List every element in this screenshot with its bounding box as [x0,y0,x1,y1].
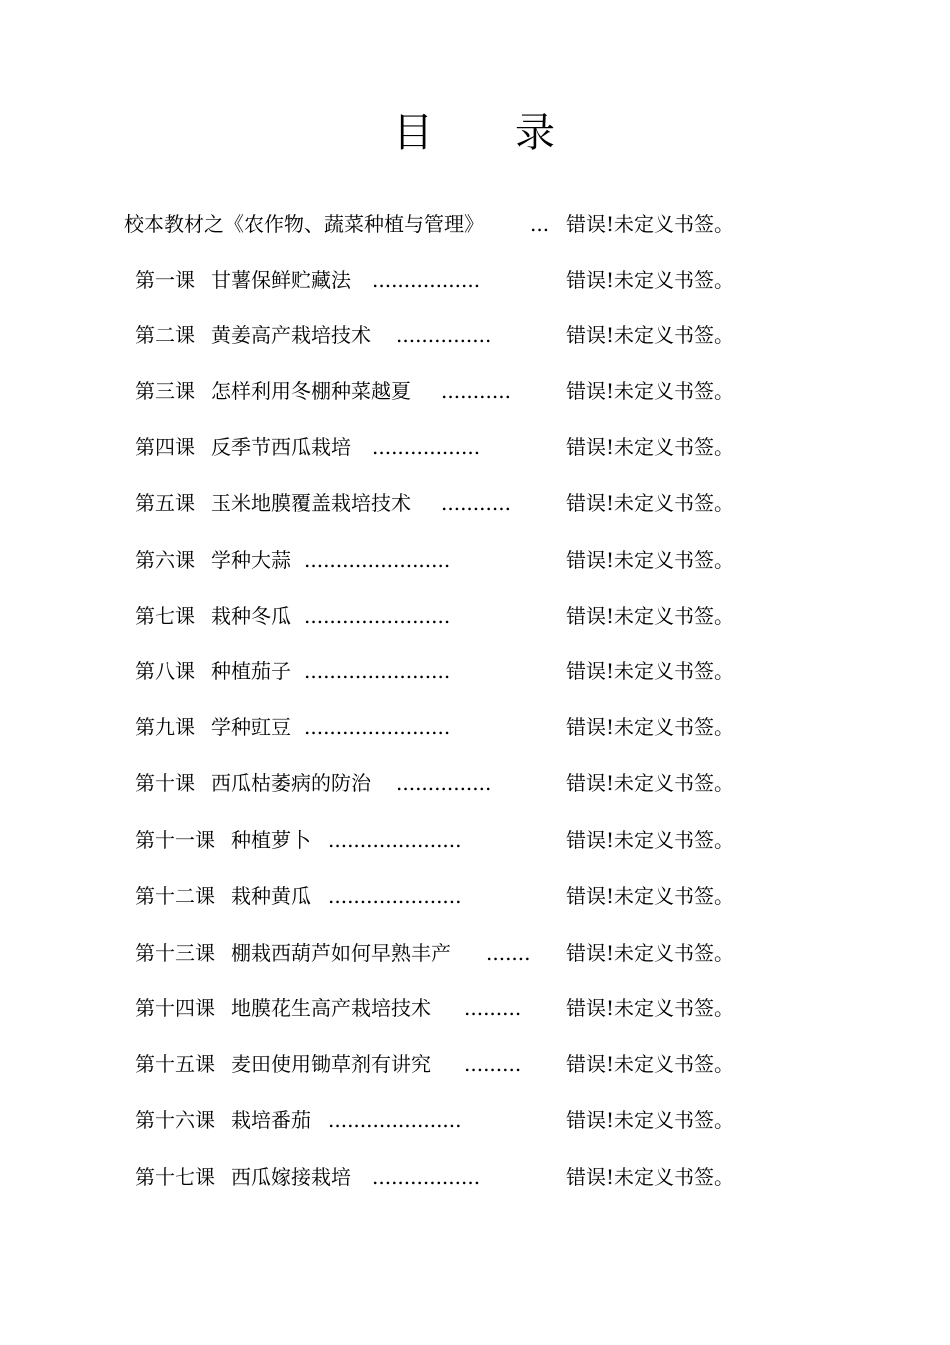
toc-entry-topic: 栽培番茄 [231,1108,311,1132]
toc-entry-lesson: 第十二课 [135,884,215,908]
toc-entry-lesson: 第十五课 [135,1052,215,1076]
toc-entry-lesson: 第六课 [135,548,195,572]
toc-entry-page-ref: 错误!未定义书签。 [566,996,735,1020]
toc-entry-page-ref: 错误!未定义书签。 [566,771,735,795]
toc-entry-topic: 黄姜高产栽培技术 [211,323,371,347]
page-title-char-2: 录 [515,110,555,156]
toc-entry-dots: ....................... [304,659,451,683]
toc-entry-topic: 西瓜嫁接栽培 [231,1165,351,1189]
toc-entry-topic: 地膜花生高产栽培技术 [231,996,431,1020]
toc-entry[interactable] [0,1049,950,1079]
toc-entry-lesson: 第七课 [135,604,195,628]
toc-entry-page-ref: 错误!未定义书签。 [566,828,735,852]
toc-entry-topic: 麦田使用锄草剂有讲究 [231,1052,431,1076]
toc-entry-topic: 反季节西瓜栽培 [211,435,351,459]
toc-entry-page-ref: 错误!未定义书签。 [566,323,735,347]
toc-entry-lesson: 第十七课 [135,1165,215,1189]
toc-entry[interactable] [0,545,950,575]
toc-entry-dots: ................. [372,268,481,292]
toc-entry-page-ref: 错误!未定义书签。 [566,1165,735,1189]
toc-entry-lesson: 第十一课 [135,828,215,852]
toc-entry[interactable] [0,601,950,631]
toc-entry-page-ref: 错误!未定义书签。 [566,941,735,965]
toc-entry-lesson: 第一课 [135,268,195,292]
toc-main-page-ref: 错误!未定义书签。 [566,212,735,236]
toc-entry-dots: ............... [396,771,492,795]
toc-entry[interactable] [0,938,950,968]
toc-entry-page-ref: 错误!未定义书签。 [566,379,735,403]
toc-entry-topic: 玉米地膜覆盖栽培技术 [211,491,411,515]
toc-entry-lesson: 第十课 [135,771,195,795]
toc-entry-topic: 栽种冬瓜 [211,604,291,628]
toc-entry-page-ref: 错误!未定义书签。 [566,715,735,739]
page-title-char-1: 目 [393,110,433,156]
toc-entry-lesson: 第十三课 [135,941,215,965]
toc-entry-lesson: 第十四课 [135,996,215,1020]
toc-entry-page-ref: 错误!未定义书签。 [566,491,735,515]
toc-entry-dots: ......... [464,1052,522,1076]
toc-entry[interactable] [0,1162,950,1192]
toc-entry[interactable] [0,432,950,462]
toc-entry-dots: ........... [441,491,511,515]
toc-entry-dots: ....... [486,941,531,965]
toc-entry-page-ref: 错误!未定义书签。 [566,268,735,292]
toc-entry-page-ref: 错误!未定义书签。 [566,884,735,908]
toc-entry-topic: 怎样利用冬棚种菜越夏 [211,379,411,403]
toc-entry-lesson: 第八课 [135,659,195,683]
toc-entry-dots: ......... [464,996,522,1020]
toc-entry[interactable] [0,825,950,855]
toc-entry-lesson: 第十六课 [135,1108,215,1132]
toc-entry-lesson: 第四课 [135,435,195,459]
toc-entry-page-ref: 错误!未定义书签。 [566,1052,735,1076]
toc-entry-dots: ....................... [304,604,451,628]
toc-entry-topic: 西瓜枯萎病的防治 [211,771,371,795]
toc-entry-page-ref: 错误!未定义书签。 [566,548,735,572]
toc-entry[interactable] [0,1105,950,1135]
toc-entry-page-ref: 错误!未定义书签。 [566,659,735,683]
toc-entry-topic: 棚栽西葫芦如何早熟丰产 [231,941,451,965]
toc-entry-lesson: 第五课 [135,491,195,515]
toc-entry[interactable] [0,712,950,742]
toc-entry[interactable] [0,768,950,798]
toc-entry-dots: ....................... [304,548,451,572]
toc-entry-topic: 甘薯保鲜贮藏法 [211,268,351,292]
toc-entry-topic: 学种大蒜 [211,548,291,572]
toc-entry[interactable] [0,376,950,406]
toc-entry-dots: ................. [372,1165,481,1189]
toc-entry-dots: ..................... [328,1108,462,1132]
toc-entry-lesson: 第三课 [135,379,195,403]
toc-entry[interactable] [0,320,950,350]
toc-entry[interactable] [0,881,950,911]
toc-entry-dots: ........... [441,379,511,403]
toc-entry[interactable] [0,656,950,686]
toc-entry-topic: 学种豇豆 [211,715,291,739]
toc-entry-dots: ..................... [328,884,462,908]
toc-main-entry[interactable] [0,209,950,239]
toc-entry[interactable] [0,488,950,518]
toc-entry-dots: ..................... [328,828,462,852]
toc-entry-dots: ............... [396,323,492,347]
toc-entry-page-ref: 错误!未定义书签。 [566,604,735,628]
toc-entry[interactable] [0,993,950,1023]
toc-entry-topic: 种植茄子 [211,659,291,683]
toc-main-label: 校本教材之《农作物、蔬菜种植与管理》 [124,212,484,236]
toc-entry-topic: 栽种黄瓜 [231,884,311,908]
toc-entry-page-ref: 错误!未定义书签。 [566,435,735,459]
toc-entry-lesson: 第二课 [135,323,195,347]
toc-entry[interactable] [0,265,950,295]
toc-entry-dots: ................. [372,435,481,459]
toc-entry-topic: 种植萝卜 [231,828,311,852]
toc-main-dots: ... [530,212,550,236]
toc-entry-lesson: 第九课 [135,715,195,739]
toc-entry-dots: ....................... [304,715,451,739]
toc-entry-page-ref: 错误!未定义书签。 [566,1108,735,1132]
